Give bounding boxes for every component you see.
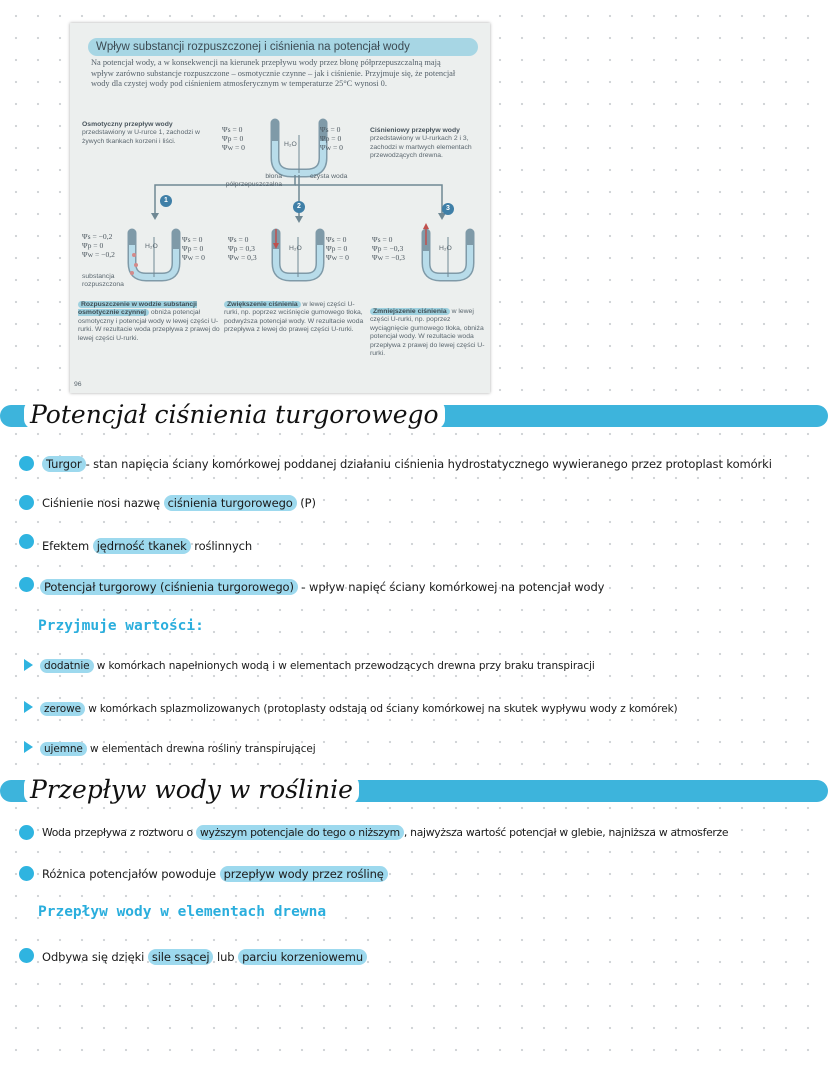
psi-tube1-right: Ψs = 0 Ψp = 0 Ψw = 0 — [182, 235, 205, 262]
bullet-icon — [19, 495, 34, 510]
psi-top-left: Ψs = 0 Ψp = 0 Ψw = 0 — [222, 125, 245, 152]
triangle-bullet-icon — [24, 659, 33, 671]
step-number-1: 1 — [160, 195, 172, 207]
caption-2: Zwiększenie ciśnienia w lewej części U-rurki, np. poprzez wciśnięcie gumowego tłoka, podwyższa potencjał wody. W rezultacie woda przepływa z lewej do prawej części U-rurki. — [224, 301, 364, 334]
arrow-to-tube-3 — [295, 185, 442, 215]
triangle-bullet-icon — [24, 701, 33, 713]
water-symbol-2: H₂O — [289, 245, 302, 252]
water-symbol-3: H₂O — [439, 245, 452, 252]
values-subheading: Przyjmuje wartości: — [38, 618, 204, 634]
pressure-label: Ciśnieniowy przepływ wody przedstawiony w U-rurkach 2 i 3, zachodzi w martwych elementach przewodzących drewna. — [370, 127, 472, 160]
water-flow-direction: Woda przepływa z roztworu o wyższym potencjale do tego o niższym , najwyższa wartość potencjał w glebie, najniższa w atmosferze — [42, 826, 729, 839]
step-number-3: 3 — [442, 203, 454, 215]
value-negative: ujemne w elementach drewna rośliny transpirującej — [40, 743, 316, 755]
psi-tube2-left: Ψs = 0 Ψp = 0,3 Ψw = 0,3 — [228, 235, 257, 262]
turgor-definition: Turgor - stan napięcia ściany komórkowej poddanej działaniu ciśnienia hydrostatycznego wywieranego przez protoplast komórki — [42, 457, 772, 471]
osmotic-label: Osmotyczny przepływ wody przedstawiony w U-rurce 1, zachodzi w żywych tkankach korzeni i liści. — [82, 121, 200, 145]
psi-top-right: Ψs = 0 Ψp = 0 Ψw = 0 — [320, 125, 343, 152]
bullet-icon — [19, 456, 34, 471]
value-positive: dodatnie w komórkach napełnionych wodą i w elementach przewodzących drewna przy braku transpiracji — [40, 660, 595, 672]
textbook-photo — [70, 23, 490, 393]
bullet-icon — [19, 825, 34, 840]
firmness-effect: Efektem jędrność tkanek roślinnych — [42, 539, 253, 553]
pure-water-label: czysta woda — [310, 173, 348, 180]
bullet-icon — [19, 534, 34, 549]
step-number-2: 2 — [293, 201, 305, 213]
xylem-mechanism: Odbywa się dzięki sile ssącej lub parciu korzeniowemu — [42, 950, 367, 964]
water-symbol-top: H₂O — [284, 141, 297, 148]
psi-tube2-right: Ψs = 0 Ψp = 0 Ψw = 0 — [326, 235, 349, 262]
textbook-intro: Na potencjał wody, a w konsekwencji na kierunek przepływu wody przez błonę półprzepuszczalną mają wpływ zarówno substancje rozpuszczone – osmotycznie czynne – jak i ciśnienie. Przyjmuje się, że potencjał wody dla czystej wody pod ciśnieniem atmosferycznym w temperaturze 25°C wynosi 0. — [91, 58, 456, 88]
bullet-icon — [19, 866, 34, 881]
bullet-icon — [19, 948, 34, 963]
pressure-name: Ciśnienie nosi nazwę ciśnienia turgorowego (P) — [42, 496, 316, 510]
triangle-bullet-icon — [24, 741, 33, 753]
bullet-icon — [19, 577, 34, 592]
section1-heading: Potencjał ciśnienia turgorowego — [24, 400, 445, 429]
caption-3: Zmniejszenie ciśnienia w lewej części U-rurki, np. poprzez wyciągnięcie gumowego tłoka, obniża potencjał wody. W rezultacie woda przepływa z prawej do lewej części U-rurki. — [370, 308, 485, 358]
value-zero: zerowe w komórkach splazmolizowanych (protoplasty odstają od ściany komórkowej na skutek wypływu wody z komórek) — [40, 703, 678, 715]
xylem-subheading: Przepływ wody w elementach drewna — [38, 904, 327, 920]
membrane-label: błona półprzepuszczalna — [225, 173, 282, 189]
solute-label: substancja rozpuszczona — [82, 273, 124, 289]
page-number: 96 — [74, 381, 82, 388]
psi-tube3-left: Ψs = 0 Ψp = −0,3 Ψw = −0,3 — [372, 235, 405, 262]
psi-tube1-left: Ψs = −0,2 Ψp = 0 Ψw = −0,2 — [82, 232, 115, 259]
section2-heading: Przepływ wody w roślinie — [24, 775, 359, 804]
potential-difference: Różnica potencjałów powoduje przepływ wody przez roślinę — [42, 867, 388, 881]
turgor-potential: Potencjał turgorowy (ciśnienia turgorowego) - wpływ napięć ściany komórkowej na potencjał wody — [40, 580, 604, 594]
caption-1: Rozpuszczenie w wodzie substancji osmotycznie czynnej obniża potencjał osmotyczny i potencjał wody w lewej części U-rurki. W rezultacie woda przepływa z prawej do lewej części U-rurki. — [78, 301, 220, 342]
water-symbol-1: H₂O — [145, 243, 158, 250]
textbook-title: Wpływ substancji rozpuszczonej i ciśnienia na potencjał wody — [88, 38, 478, 56]
